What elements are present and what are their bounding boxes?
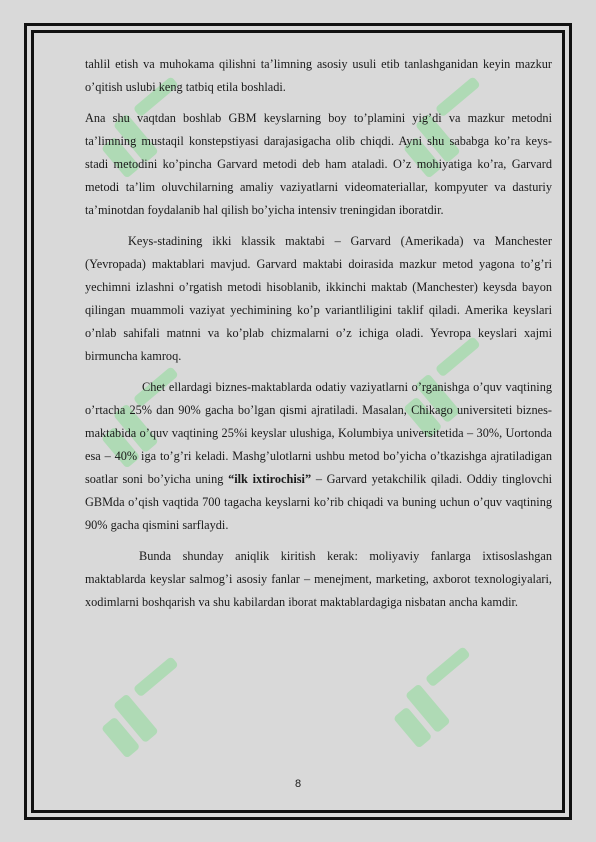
paragraph-5: Bunda shunday aniqlik kiritish kerak: moliyaviy fanlarga ixtisoslashgan maktablarda keyslar salmog’i asosiy fanlar – menejment, marketing, axborot texnologiyalari, xodimlarni boshqarish va shu kabilardan iborat maktablardagiga nisbatan ancha kamdir. xyxy=(85,549,552,609)
paragraph-4-bold-phrase: “ilk ixtirochisi” xyxy=(228,472,312,486)
page-number: 8 xyxy=(294,778,302,790)
document-body xyxy=(85,53,552,622)
paragraph-2: Ana shu vaqtdan boshlab GBM keyslarning boy to’plamini yig’di va mazkur metodni ta’limning mustaqil konstepstiyasi darajasigacha olib chiqdi. Ayni shu sababga ko’ra keys-stadi metodini ko’pincha Garvard metodi deb ham ataladi. O’z mohiyatiga ko’ra, Garvard metodi ta’lim oluvchilarning amaliy vaziyatlarni videomateriallar, kompyuter va dasturiy ta’minotdan foydalanib hal qilish bo’yicha intensiv treningidan iboratdir. xyxy=(85,111,552,217)
paragraph-4 xyxy=(85,376,552,537)
paragraph-4-text-b: – Garvard yetakchilik qiladi. Oddiy tinglovchi GBMda o’qish vaqtida 700 tagacha keyslarni ko’rib chiqadi va buning uchun o’quv vaqtining 90% gacha qismini sarflaydi. xyxy=(85,472,553,532)
paragraph-1: tahlil etish va muhokama qilishni ta’limning asosiy usuli etib tanlashganidan keyin mazkur o’qitish uslubi keng tatbiq etila boshladi. xyxy=(85,57,552,94)
paragraph-4-text-a: Chet ellardagi biznes-maktablarda odatiy vaziyatlarni o’rganishga o’quv vaqtining o’rtacha 25% dan 90% gacha bo’lgan qismi ajratiladi. Masalan, Chikago universiteti biznes-maktabida o’quv vaqtining 25%i keyslar ulushiga, Kolumbiya universitetida – 30%, Uortonda esa – 40% iga to’g’ri keladi. Mashg’ulotlarni ushbu metod bo’yicha o’tkazishga ajratiladigan soatlar soni bo’yicha uning xyxy=(85,380,552,486)
paragraph-3: Keys-stadining ikki klassik maktabi – Garvard (Amerikada) va Manchester (Yevropada) maktablari mavjud. Garvard maktabi doirasida mazkur metod yagona to’g’ri yechimni izlashni o’rgatish metodi hisoblanib, ikkinchi maktab (Manchester) keysda bayon qilingan muammoli vaziyat yechimining ko’p variantliligini taklif qiladi. Amerika keyslari o’nlab sahifali matnni va ko’plab chizmalarni o’z ichiga oladi. Yevropa keyslari xajmi birmuncha kamroq. xyxy=(85,234,552,363)
